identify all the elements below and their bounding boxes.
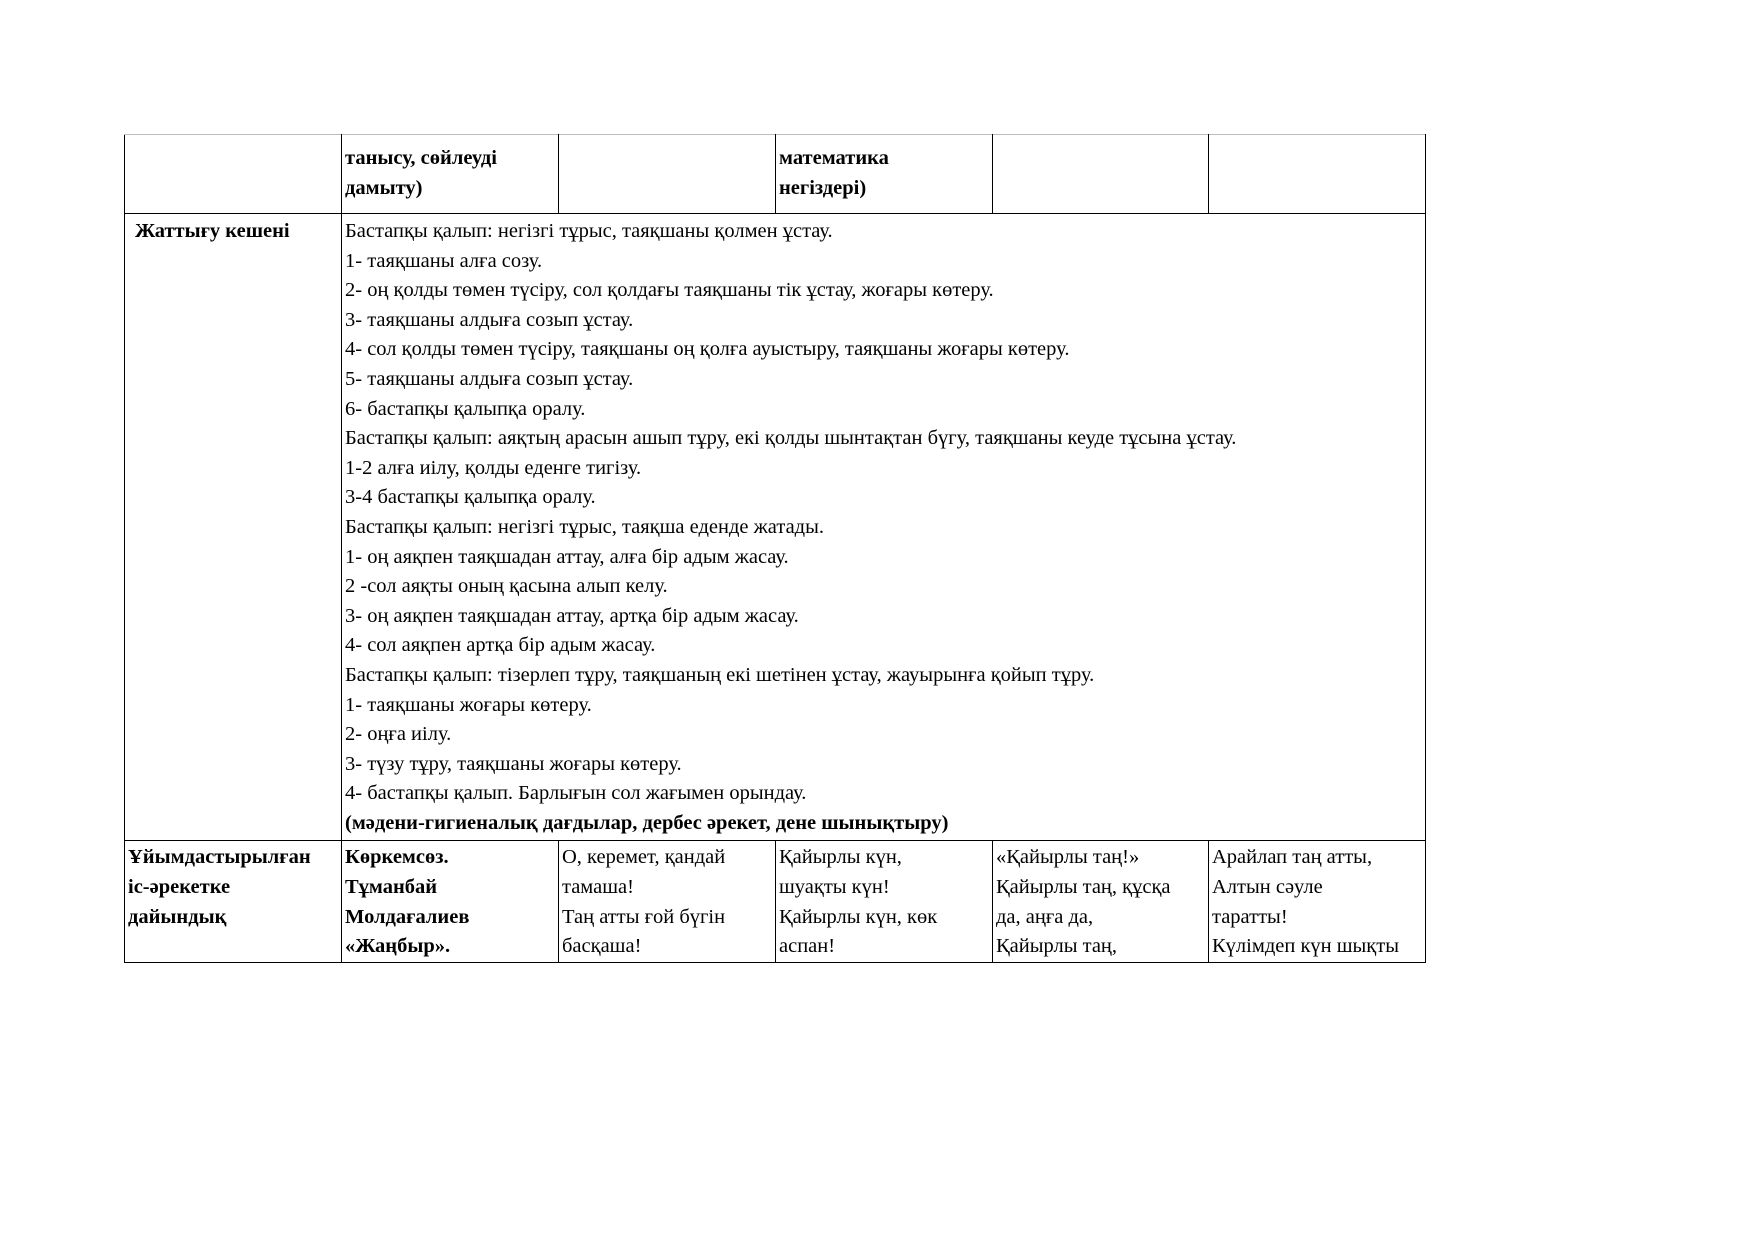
continuation-label-cell — [125, 135, 342, 214]
poem-col3-line-3: Таң атты ғой бүгін — [562, 905, 726, 928]
poem-col6-line-3: таратты! — [1212, 905, 1288, 928]
preparation-label-line-1: Ұйымдастырылған — [128, 846, 311, 869]
poem-col6-line-2: Алтын сәуле — [1212, 876, 1323, 899]
exercise-line: 4- бастапқы қалып. Барлығын сол жағымен орындау. — [345, 782, 807, 805]
exercise-content-cell — [342, 214, 1426, 841]
preparation-label-line-3: дайындық — [128, 905, 227, 928]
poem-col5-line-4: Қайырлы таң, — [996, 935, 1118, 958]
preparation-label-cell — [125, 841, 342, 962]
exercise-note: (мәдени-гигиеналық дағдылар, дербес әрекет, дене шынықтыру) — [345, 811, 949, 834]
exercise-line: 2 -сол аяқты оның қасына алып келу. — [345, 575, 668, 598]
exercise-lines — [345, 217, 1422, 809]
poem-intro-line-4: «Жаңбыр». — [345, 935, 451, 958]
continuation-col6-cell — [1209, 135, 1426, 214]
exercise-line: 4- сол қолды төмен түсіру, таяқшаны оң қолға ауыстыру, таяқшаны жоғары көтеру. — [345, 338, 1070, 361]
exercise-line: 3-4 бастапқы қалыпқа оралу. — [345, 486, 596, 509]
exercise-line: 1- оң аяқпен таяқшадан аттау, алға бір адым жасау. — [345, 545, 789, 568]
preparation-label-line-2: іс-әрекетке — [128, 876, 231, 899]
exercise-line: Бастапқы қалып: тізерлеп тұру, таяқшаның екі шетінен ұстау, жауырынға қойып тұру. — [345, 663, 1095, 686]
exercise-line: 3- оң аяқпен таяқшадан аттау, артқа бір адым жасау. — [345, 604, 799, 627]
poem-intro-line-2: Тұманбай — [345, 876, 438, 899]
poem-col4-line-1: Қайырлы күн, — [779, 846, 902, 869]
continuation-row — [125, 135, 1426, 214]
poem-col3-line-2: тамаша! — [562, 876, 634, 899]
continuation-col4-line-2: негіздері) — [779, 176, 867, 199]
preparation-col6-cell — [1209, 841, 1426, 962]
exercise-label-cell — [125, 214, 342, 841]
poem-col3-line-1: О, керемет, қандай — [562, 846, 726, 869]
poem-col3-line-4: басқаша! — [562, 935, 642, 958]
continuation-col2-line-1: танысу, сөйлеуді — [345, 147, 497, 169]
exercise-line: 2- оң қолды төмен түсіру, сол қолдағы таяқшаны тік ұстау, жоғары көтеру. — [345, 279, 994, 302]
exercise-line: 6- бастапқы қалыпқа оралу. — [345, 397, 586, 420]
poem-col4-line-2: шуақты күн! — [779, 876, 890, 899]
continuation-col2-cell — [342, 135, 559, 214]
poem-col4-line-4: аспан! — [779, 935, 836, 958]
exercise-line: 1-2 алға иілу, қолды еденге тигізу. — [345, 456, 642, 479]
schedule-table — [124, 134, 1426, 963]
poem-col5-line-1: «Қайырлы таң!» — [996, 846, 1140, 869]
exercise-label: Жаттығу кешені — [135, 220, 290, 242]
poem-intro-line-3: Молдағалиев — [345, 905, 470, 928]
preparation-row — [125, 841, 1426, 962]
preparation-col2-cell — [342, 841, 559, 962]
exercise-line: 1- таяқшаны жоғары көтеру. — [345, 693, 592, 716]
exercise-line: 5- таяқшаны алдыға созып ұстау. — [345, 367, 634, 390]
poem-intro-line-1: Көркемсөз. — [345, 846, 449, 869]
exercise-line: 3- түзу тұру, таяқшаны жоғары көтеру. — [345, 752, 682, 775]
poem-col6-line-1: Арайлап таң атты, — [1212, 846, 1373, 869]
preparation-col3-cell — [559, 841, 776, 962]
exercise-row — [125, 214, 1426, 841]
exercise-line: 4- сол аяқпен артқа бір адым жасау. — [345, 634, 656, 657]
poem-col5-line-3: да, аңға да, — [996, 905, 1094, 928]
exercise-line: 2- оңға иілу. — [345, 723, 452, 746]
exercise-line: 3- таяқшаны алдыға созып ұстау. — [345, 308, 634, 331]
poem-col6-line-4: Күлімдеп күн шықты — [1212, 935, 1400, 958]
preparation-col4-cell — [776, 841, 993, 962]
poem-col4-line-3: Қайырлы күн, көк — [779, 905, 938, 928]
exercise-line: 1- таяқшаны алға созу. — [345, 249, 543, 272]
preparation-col5-cell — [993, 841, 1209, 962]
exercise-line: Бастапқы қалып: аяқтың арасын ашып тұру, екі қолды шынтақтан бүгу, таяқшаны кеуде тұсына ұстау. — [345, 427, 1237, 450]
continuation-col4-cell — [776, 135, 993, 214]
exercise-line: Бастапқы қалып: негізгі тұрыс, таяқшаны қолмен ұстау. — [345, 220, 833, 242]
continuation-col5-cell — [993, 135, 1209, 214]
exercise-line: Бастапқы қалып: негізгі тұрыс, таяқша еденде жатады. — [345, 515, 825, 538]
continuation-col2-line-2: дамыту) — [345, 176, 423, 199]
continuation-col4-line-1: математика — [779, 147, 889, 169]
poem-col5-line-2: Қайырлы таң, құсқа — [996, 876, 1171, 899]
continuation-col3-cell — [559, 135, 776, 214]
